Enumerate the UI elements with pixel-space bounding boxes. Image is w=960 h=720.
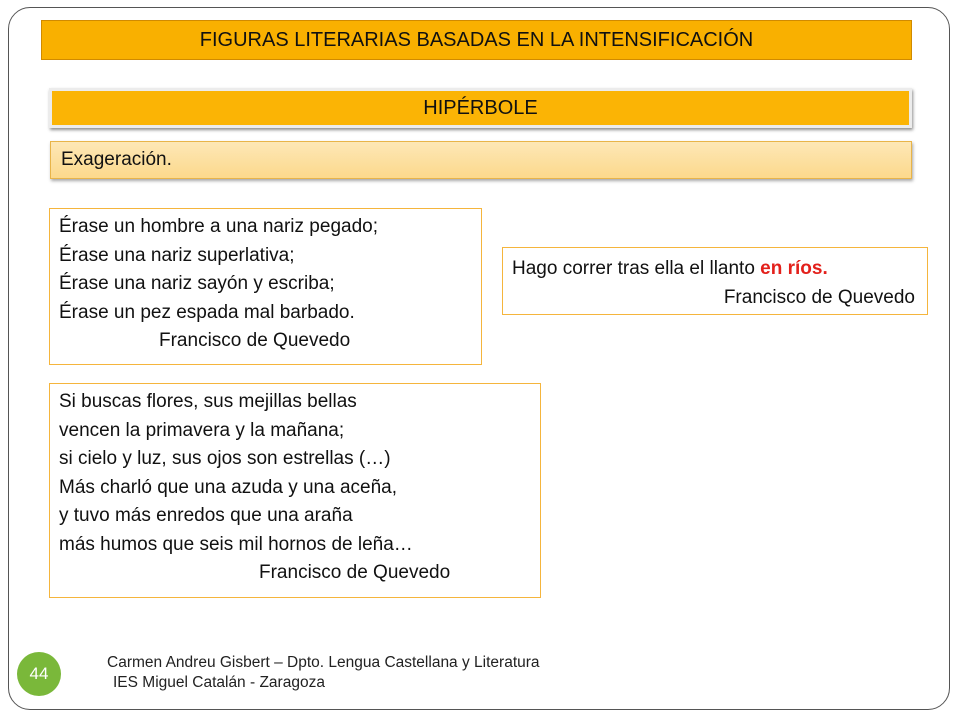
quote-line: más humos que seis mil hornos de leña…	[59, 533, 413, 555]
definition-bar	[50, 141, 912, 179]
quote-line: Érase una nariz sayón y escriba;	[59, 273, 335, 294]
slide-number: 44	[29, 664, 49, 683]
slide-title	[41, 20, 912, 60]
quote-box-flores	[49, 383, 541, 598]
quote-line: Érase un pez espada mal barbado.	[59, 301, 355, 323]
quote-box-llanto	[502, 247, 928, 315]
quote-author: Francisco de Quevedo	[159, 330, 351, 351]
quote-line	[512, 255, 927, 284]
slide-number-badge	[17, 652, 61, 696]
definition-text: Exageración.	[61, 149, 172, 170]
quote-line: Érase un hombre a una nariz pegado;	[59, 216, 378, 237]
section-heading	[49, 88, 912, 128]
quote-text: Hago correr tras ella el llanto	[512, 258, 761, 279]
footer-credits	[107, 653, 540, 693]
quote-author: Francisco de Quevedo	[723, 286, 915, 308]
quote-line: y tuvo más enredos que una araña	[59, 505, 353, 526]
quote-highlight: en ríos.	[760, 258, 828, 279]
quote-line: Érase una nariz superlativa;	[59, 244, 295, 266]
quote-box-nariz	[49, 208, 482, 365]
slide-title-text: FIGURAS LITERARIAS BASADAS EN LA INTENSIFICACIÓN	[199, 28, 754, 51]
quote-line: vencen la primavera y la mañana;	[59, 419, 345, 441]
footer-school: IES Miguel Catalán - Zaragoza	[113, 674, 325, 691]
quote-line: Más charló que una azuda y una aceña,	[59, 476, 398, 498]
quote-author: Francisco de Quevedo	[259, 562, 451, 583]
quote-line: Si buscas flores, sus mejillas bellas	[59, 391, 357, 412]
footer-author: Carmen Andreu Gisbert – Dpto. Lengua Castellana y Literatura	[107, 654, 540, 671]
section-heading-text: HIPÉRBOLE	[423, 96, 538, 119]
quote-line: si cielo y luz, sus ojos son estrellas (…)	[59, 448, 391, 469]
